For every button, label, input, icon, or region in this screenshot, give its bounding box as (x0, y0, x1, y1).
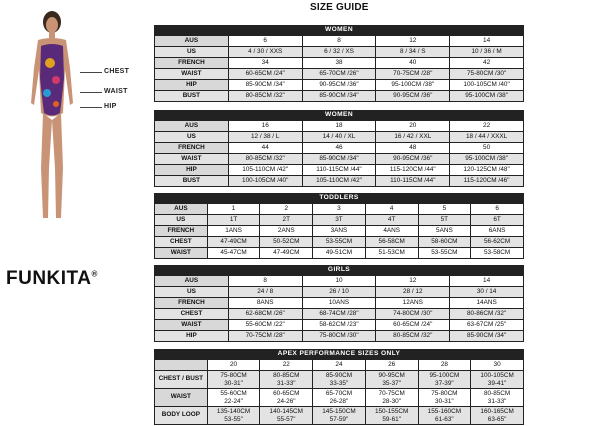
table-row: US 4 / 30 / XXS 6 / 32 / XS 8 / 34 / S 10 / 36 / M (155, 47, 524, 58)
table-title: TODDLERS (155, 194, 524, 204)
apex-size-table (154, 349, 524, 425)
table-row: WAIST 55-60CM 22-24" 60-65CM 24-26" 65-70CM 26-28" 70-75CM 28-30" 75-80CM 30-31" 80-85CM 31-33" (155, 389, 524, 407)
model-figure-image (10, 8, 90, 228)
toddlers-size-table (154, 193, 524, 259)
table-row: US 12 / 38 / L 14 / 40 / XL 16 / 42 / XXL 18 / 44 / XXXL (155, 132, 524, 143)
table-row: US 24 / 8 26 / 10 28 / 12 30 / 14 (155, 287, 524, 298)
table-row: HIP 105-110CM /42" 110-115CM /44" 115-120CM /44" 120-125CM /48" (155, 165, 524, 176)
table-row: FRENCH 8ANS 10ANS 12ANS 14ANS (155, 298, 524, 309)
table-row: FRENCH 1ANS 2ANS 3ANS 4ANS 5ANS 6ANS (155, 226, 524, 237)
table-row: CHEST 62-68CM /26" 68-74CM /28" 74-80CM /30" 80-86CM /32" (155, 309, 524, 320)
waist-line (80, 92, 102, 93)
table-row: AUS 1 2 3 4 5 6 (155, 204, 524, 215)
women-size-table-1 (154, 25, 524, 102)
hip-label: HIP (104, 103, 117, 110)
table-row: BUST 100-105CM /40" 105-110CM /42" 110-115CM /44" 115-120CM /46" (155, 176, 524, 187)
table-row: 20 22 24 26 28 30 (155, 360, 524, 371)
table-row: AUS 8 10 12 14 (155, 276, 524, 287)
table-row: CHEST 47-49CM 50-52CM 53-55CM 56-58CM 58-60CM 56-62CM (155, 237, 524, 248)
table-title: WOMEN (155, 26, 524, 36)
waist-label: WAIST (104, 88, 128, 95)
page-title: SIZE GUIDE (310, 2, 369, 13)
table-row: BUST 80-85CM /32" 85-90CM /34" 90-95CM /36" 95-100CM /38" (155, 91, 524, 102)
table-row: WAIST 45-47CM 47-49CM 49-51CM 51-53CM 53-55CM 53-58CM (155, 248, 524, 259)
women-size-table-2 (154, 110, 524, 187)
table-title: WOMEN (155, 111, 524, 121)
table-row: AUS 6 8 12 14 (155, 36, 524, 47)
table-row: WAIST 80-85CM /32" 85-90CM /34" 90-95CM /36" 95-100CM /38" (155, 154, 524, 165)
table-row: HIP 85-90CM /34" 90-95CM /36" 95-100CM /38" 100-105CM /40" (155, 80, 524, 91)
girls-size-table (154, 265, 524, 342)
table-row: AUS 16 18 20 22 (155, 121, 524, 132)
hip-line (80, 107, 102, 108)
table-row: FRENCH 44 46 48 50 (155, 143, 524, 154)
table-title: GIRLS (155, 266, 524, 276)
chest-label: CHEST (104, 68, 130, 75)
table-row: BODY LOOP 135-140CM 53-55" 140-145CM 55-57" 145-150CM 57-59" 150-155CM 59-61" 155-160CM 61-63" 160-165CM 63-65" (155, 407, 524, 425)
brand-logo: FUNKITA® (6, 268, 98, 289)
table-row: FRENCH 34 38 40 42 (155, 58, 524, 69)
table-row: WAIST 55-60CM /22" 58-62CM /23" 60-65CM /24" 63-67CM /25" (155, 320, 524, 331)
table-row: CHEST / BUST 75-80CM 30-31" 80-85CM 31-33" 85-90CM 33-35" 90-95CM 35-37" 95-100CM 37-39" 100-105CM 39-41" (155, 371, 524, 389)
table-title: APEX PERFORMANCE SIZES ONLY (155, 350, 524, 360)
table-row: HIP 70-75CM /28" 75-80CM /30" 80-85CM /32" 85-90CM /34" (155, 331, 524, 342)
chest-line (80, 72, 102, 73)
table-row: US 1T 2T 3T 4T 5T 6T (155, 215, 524, 226)
table-row: WAIST 60-65CM /24" 65-70CM /26" 70-75CM /28" 75-80CM /30" (155, 69, 524, 80)
